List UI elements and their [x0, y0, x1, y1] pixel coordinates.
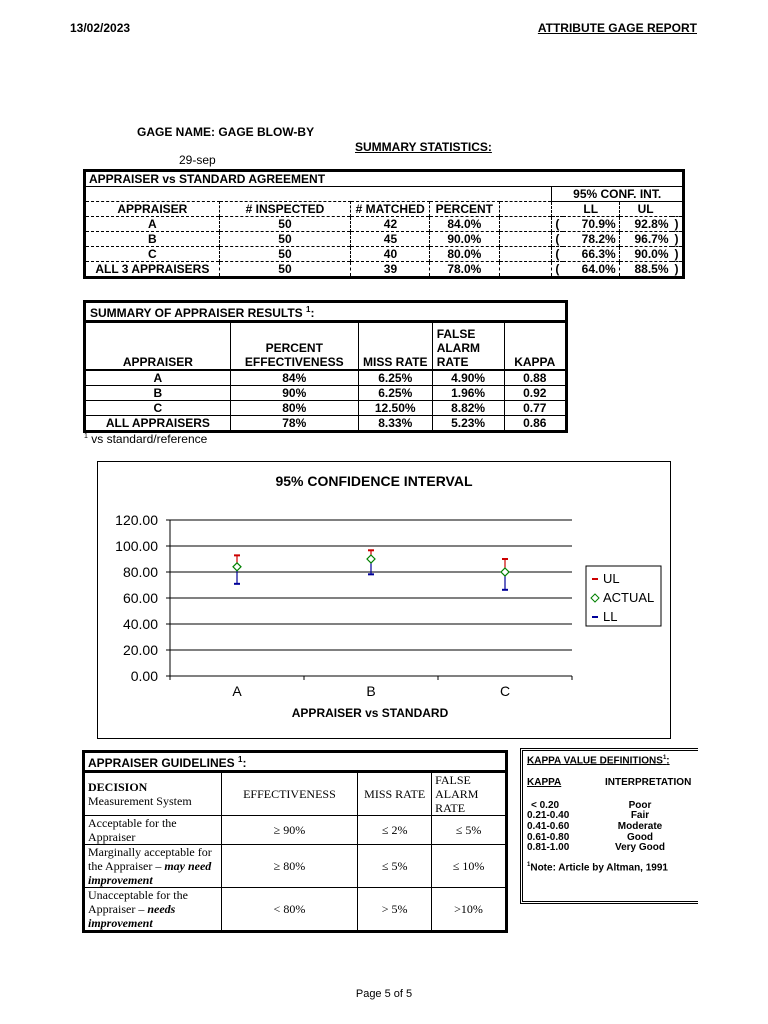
cell: 4.90%	[432, 370, 504, 386]
table-row	[84, 845, 507, 888]
summary-statistics-title: SUMMARY STATISTICS:	[355, 140, 492, 154]
kappa-range: 0.21-0.40	[527, 810, 570, 821]
cell: A	[85, 370, 231, 386]
col-ul: UL	[619, 202, 671, 217]
x-tick-label: B	[366, 683, 376, 699]
col-miss-rate: MISS RATE	[358, 772, 432, 816]
col-kappa: KAPPA	[504, 322, 566, 371]
table-row	[84, 888, 507, 932]
gage-name-value: GAGE BLOW-BY	[218, 125, 315, 139]
cell: ALL 3 APPRAISERS	[85, 262, 220, 278]
cell: 12.50%	[358, 401, 432, 416]
kappa-range: 0.41-0.60	[527, 821, 570, 832]
cell: B	[85, 232, 220, 247]
cell: ≤ 5%	[358, 845, 432, 888]
cell: 78.2%	[563, 232, 619, 247]
cell: 40	[351, 247, 430, 262]
cell: ≥ 90%	[221, 816, 358, 845]
col-false-alarm: FALSE ALARM RATE	[432, 322, 504, 371]
chart-marks	[233, 550, 509, 590]
cell: 39	[351, 262, 430, 278]
cell: C	[85, 401, 231, 416]
cell: 92.8%	[619, 217, 671, 232]
legend-label: LL	[603, 609, 618, 624]
col-effectiveness: EFFECTIVENESS	[221, 772, 358, 816]
guidelines-header-row	[84, 772, 507, 816]
cell: 42	[351, 217, 430, 232]
cell: 8.33%	[358, 416, 432, 432]
table-row	[85, 386, 567, 401]
cell: A	[85, 217, 220, 232]
y-tick-label: 60.00	[122, 590, 158, 606]
kappa-range: 0.61-0.80	[527, 832, 570, 843]
legend-label: UL	[603, 571, 620, 586]
cell: 80%	[230, 401, 358, 416]
cell: 50	[219, 262, 351, 278]
y-tick-label: 80.00	[122, 564, 158, 580]
col-decision: DECISION Measurement System	[84, 772, 222, 816]
col-false-alarm: FALSE ALARM RATE	[432, 772, 507, 816]
gage-name	[137, 125, 314, 139]
cell: 66.3%	[563, 247, 619, 262]
cell: 96.7%	[619, 232, 671, 247]
kappa-interpretation: Good	[626, 832, 654, 843]
page-number: Page 5 of 5	[355, 988, 413, 1000]
agreement-title: APPRAISER vs STANDARD AGREEMENT	[85, 171, 684, 187]
cell: 0.92	[504, 386, 566, 401]
actual-marker	[501, 568, 509, 576]
legend-label: ACTUAL	[603, 590, 655, 605]
col-matched: # MATCHED	[351, 202, 430, 217]
chart-legend	[586, 566, 661, 626]
cell: ≤ 5%	[432, 816, 507, 845]
cell: ALL APPRAISERS	[85, 416, 231, 432]
results-table	[83, 300, 568, 433]
results-title: SUMMARY OF APPRAISER RESULTS $^1$:	[85, 302, 567, 322]
cell: ≤ 2%	[358, 816, 432, 845]
cell: 50	[219, 232, 351, 247]
cell: < 80%	[221, 888, 358, 932]
cell: 90.0%	[619, 247, 671, 262]
kappa-range: < 0.20	[531, 800, 560, 811]
chart-gridlines	[170, 520, 572, 676]
col-miss-rate: MISS RATE	[358, 322, 432, 371]
kappa-interpretation: Moderate	[617, 821, 663, 832]
cell: ≥ 80%	[221, 845, 358, 888]
cell: 8.82%	[432, 401, 504, 416]
kappa-col-header: KAPPA	[527, 777, 562, 788]
table-row	[84, 816, 507, 845]
cell: 1.96%	[432, 386, 504, 401]
chart-x-label: APPRAISER vs STANDARD	[291, 706, 449, 720]
interpretation-col-header: INTERPRETATION	[605, 777, 692, 788]
agreement-table	[83, 169, 685, 279]
col-ll: LL	[563, 202, 619, 217]
cell: 0.88	[504, 370, 566, 386]
cell: > 5%	[358, 888, 432, 932]
table-row: C 50 40 80.0% ( 66.3% 90.0% )	[85, 247, 684, 262]
kappa-interpretation: Fair	[630, 810, 650, 821]
y-tick-label: 0.00	[130, 668, 158, 684]
cell: ≤ 10%	[432, 845, 507, 888]
y-tick-label: 40.00	[122, 616, 158, 632]
kappa-range: 0.81-1.00	[527, 842, 570, 853]
conf-int-title: 95% CONF. INT.	[552, 187, 684, 202]
y-tick-label: 20.00	[122, 642, 158, 658]
col-appraiser: APPRAISER	[85, 322, 231, 371]
table-row: A 50 42 84.0% ( 70.9% 92.8% )	[85, 217, 684, 232]
cell: 84.0%	[430, 217, 499, 232]
y-tick-label: 120.00	[115, 512, 158, 528]
x-tick-label: C	[499, 683, 511, 699]
cell: 5.23%	[432, 416, 504, 432]
gage-name-label: GAGE NAME:	[137, 125, 215, 139]
cell: 6.25%	[358, 370, 432, 386]
confidence-interval-chart	[97, 461, 671, 739]
cell: 50	[219, 217, 351, 232]
report-date: 13/02/2023	[70, 21, 131, 35]
cell: 78%	[230, 416, 358, 432]
chart-canvas	[98, 462, 670, 738]
cell: 0.77	[504, 401, 566, 416]
kappa-interpretation: Poor	[628, 800, 652, 811]
cell: Marginally acceptable for the Appraiser – may need improvement	[84, 845, 222, 888]
chart-axes	[115, 512, 572, 699]
cell: 45	[351, 232, 430, 247]
table-row	[85, 370, 567, 386]
chart-title: 95% CONFIDENCE INTERVAL	[275, 473, 473, 489]
guidelines-table	[82, 750, 508, 933]
cell: 50	[219, 247, 351, 262]
kappa-interpretation: Very Good	[614, 842, 665, 853]
col-inspected: # INSPECTED	[219, 202, 351, 217]
agreement-header-row	[85, 202, 684, 217]
kappa-definitions-box	[520, 748, 698, 904]
col-appraiser: APPRAISER	[85, 202, 220, 217]
col-percent: PERCENT	[430, 202, 499, 217]
results-header-row	[85, 322, 567, 371]
kappa-note: $^1$Note: Article by Altman, 1991	[527, 862, 668, 874]
actual-marker	[233, 563, 241, 571]
report-title: ATTRIBUTE GAGE REPORT	[537, 21, 697, 35]
table-row: ALL 3 APPRAISERS 50 39 78.0% ( 64.0% 88.5% )	[85, 262, 684, 278]
cell: 64.0%	[563, 262, 619, 278]
guidelines-title: APPRAISER GUIDELINES $^1$:	[84, 752, 507, 772]
cell: 0.86	[504, 416, 566, 432]
gage-date: 29-sep	[179, 153, 216, 167]
cell: Unacceptable for the Appraiser – needs improvement	[84, 888, 222, 932]
cell: 90%	[230, 386, 358, 401]
y-tick-label: 100.00	[115, 538, 158, 554]
table-row	[85, 416, 567, 432]
cell: B	[85, 386, 231, 401]
actual-marker	[367, 555, 375, 563]
cell: C	[85, 247, 220, 262]
table-row: B 50 45 90.0% ( 78.2% 96.7% )	[85, 232, 684, 247]
results-footnote: $^1$ vs standard/reference	[84, 432, 208, 446]
cell: 80.0%	[430, 247, 499, 262]
cell: 78.0%	[430, 262, 499, 278]
cell: 88.5%	[619, 262, 671, 278]
table-row	[85, 401, 567, 416]
cell: 70.9%	[563, 217, 619, 232]
x-tick-label: A	[232, 683, 242, 699]
cell: >10%	[432, 888, 507, 932]
col-effectiveness: PERCENT EFFECTIVENESS	[230, 322, 358, 371]
kappa-definitions-title: KAPPA VALUE DEFINITIONS$^1$:	[527, 755, 670, 767]
cell: Acceptable for the Appraiser	[84, 816, 222, 845]
cell: 6.25%	[358, 386, 432, 401]
cell: 84%	[230, 370, 358, 386]
cell: 90.0%	[430, 232, 499, 247]
